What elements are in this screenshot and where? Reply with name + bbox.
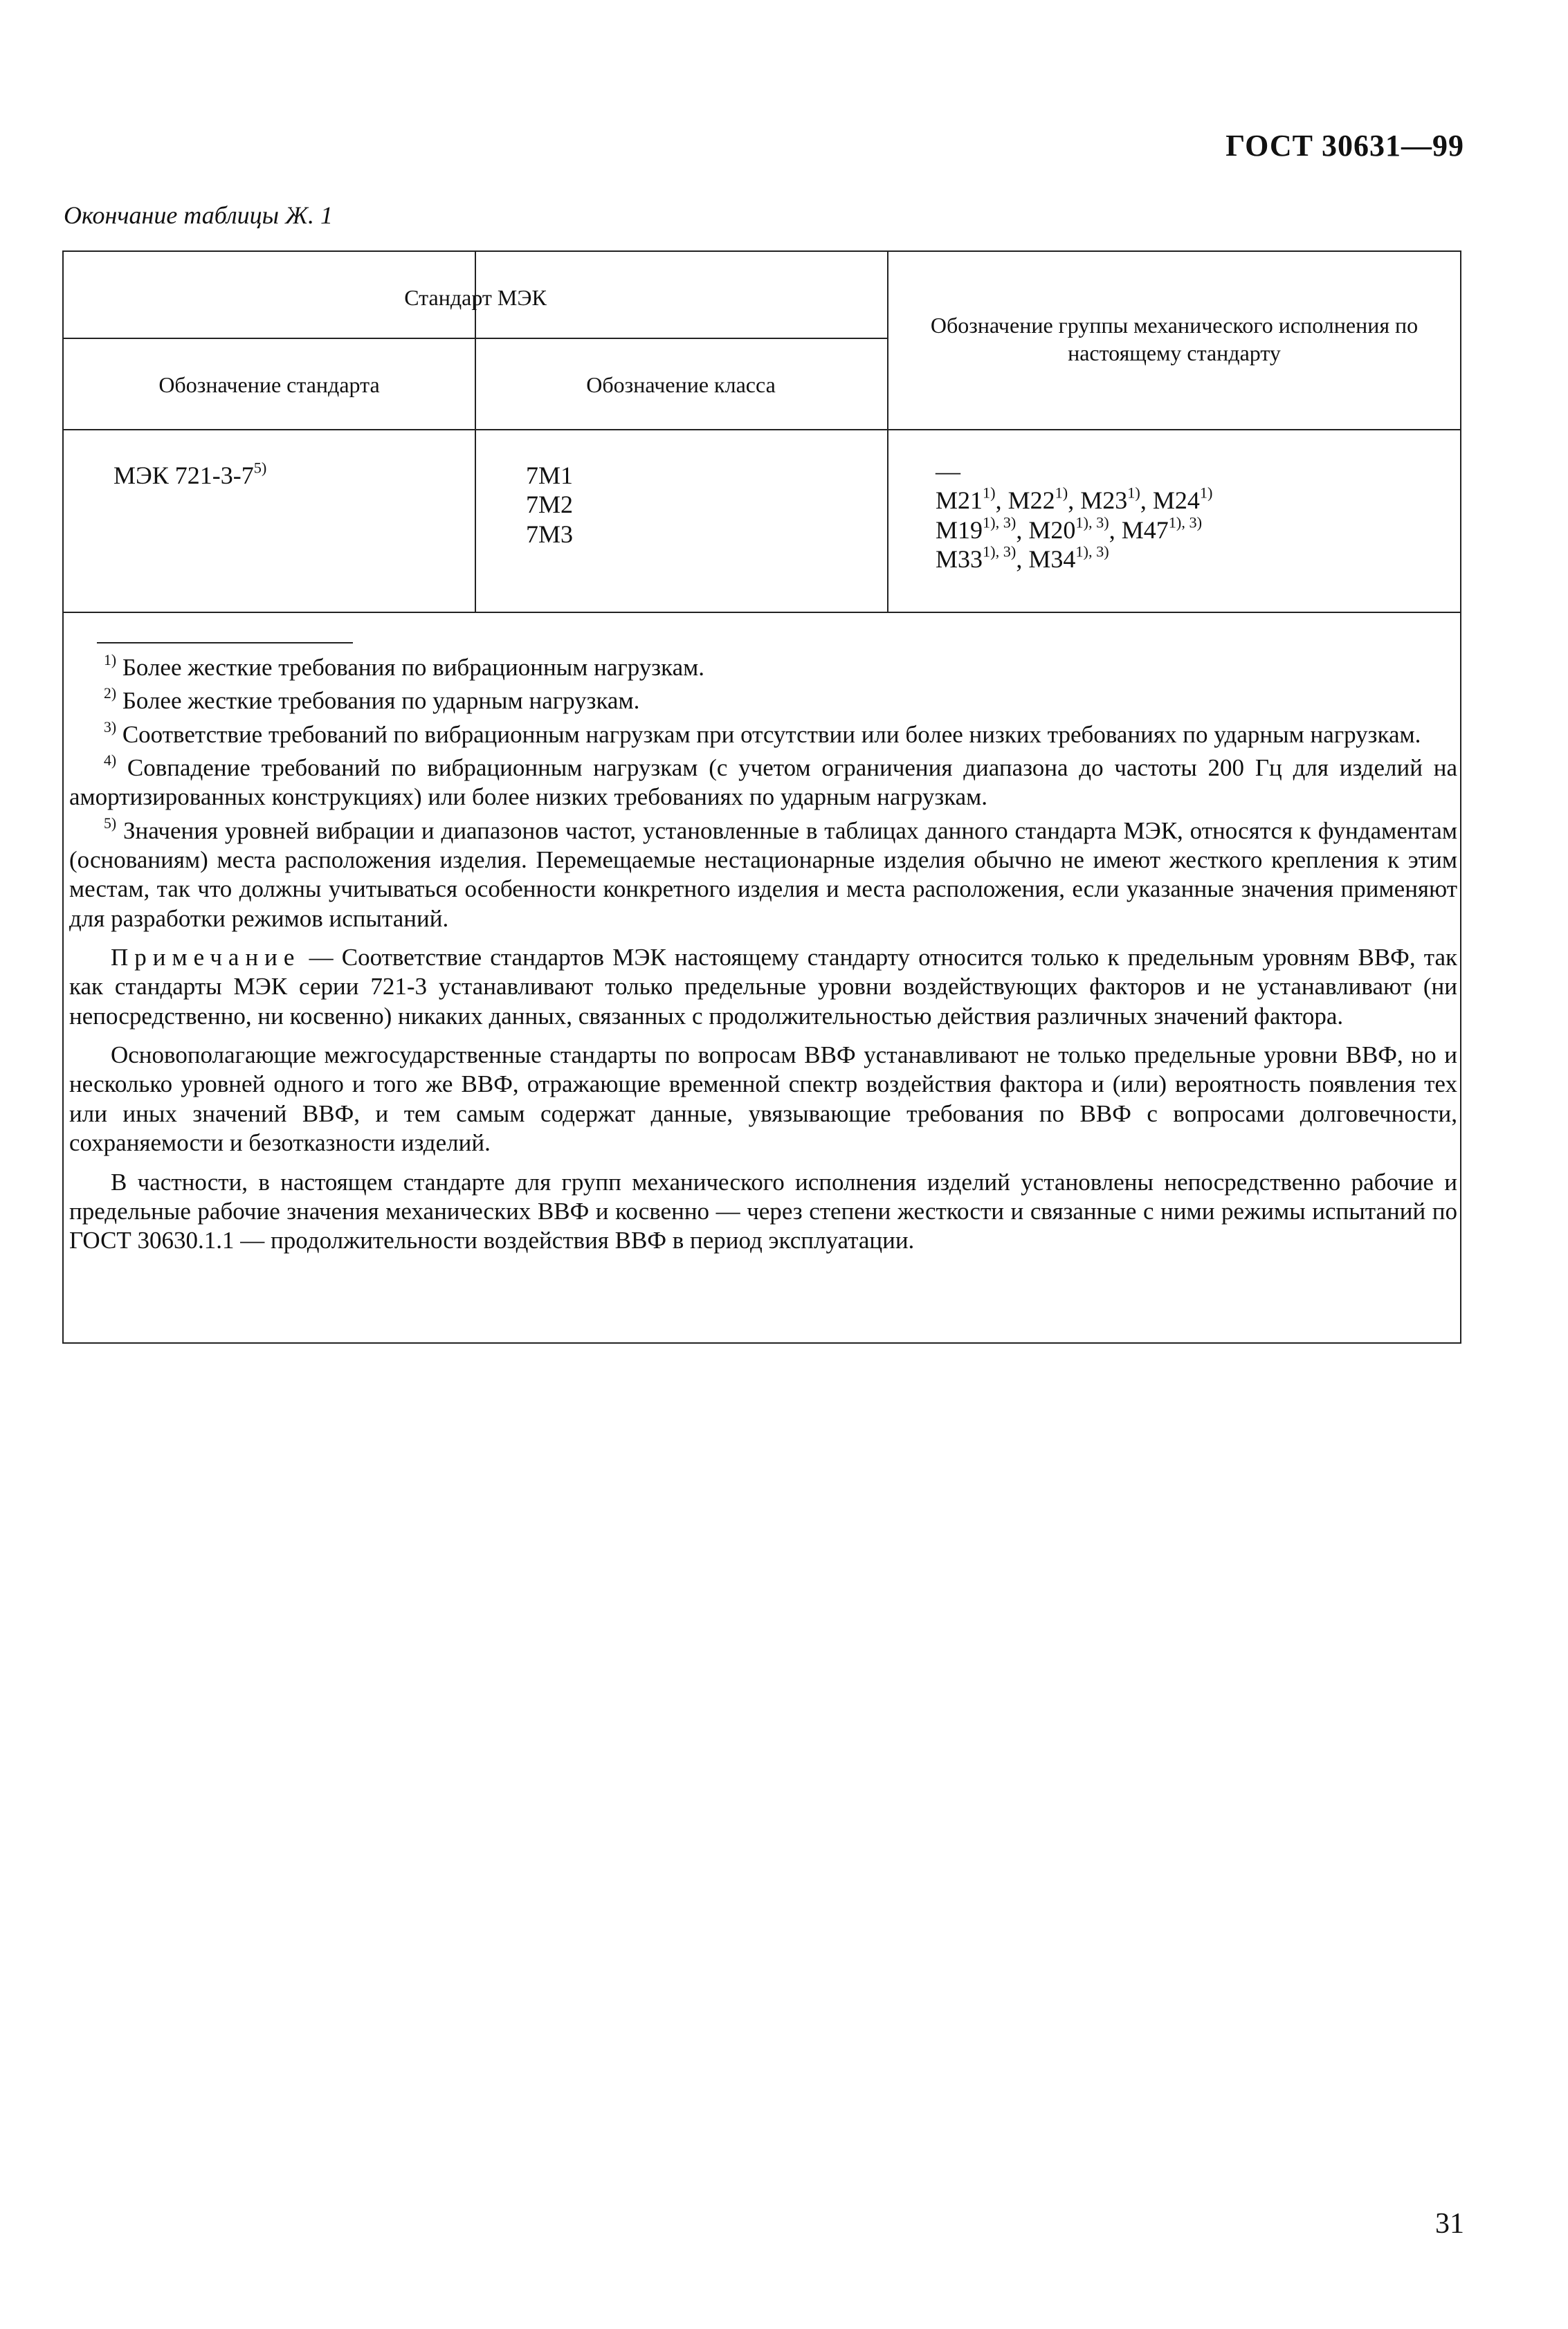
page-number: 31: [1435, 2208, 1464, 2240]
document-code: ГОСТ 30631—99: [1225, 129, 1464, 163]
header-class-designation: Обозначение класса: [586, 372, 776, 397]
footnote-separator: [97, 642, 353, 643]
group-line: $М33^{1), 3)}$, $М34^{1), 3)}$: [936, 542, 1109, 574]
footnote: $^{1)}$ Более жесткие требования по вибрационным нагрузкам.: [104, 651, 705, 681]
notes-section: [69, 642, 1457, 1256]
group-dash: —: [936, 457, 960, 485]
paragraph: Основополагающие межгосударственные стандарты по вопросам ВВФ устанавливают не только предельные уровни ВВФ, но и несколько уровней одного и того же ВВФ, отражающие временной спектр воздействия фактора и (или) вероятность появления тех или иных значений ВВФ, и тем самым содержат данные, увязывающие требования по ВВФ с вопросами долговечности, сохраняемости и безотказности изделий.: [69, 1041, 1457, 1157]
footnote: $^{2)}$ Более жесткие требования по ударным нагрузкам.: [104, 685, 640, 715]
footnote-ref: 5): [253, 459, 267, 477]
footnote: $^{5)}$ Значения уровней вибрации и диапазонов частот, установленные в таблицах данного стандарта МЭК, относятся к фундаментам (основаниям) места расположения изделия. Перемещаемые нестационарные изделия обычно не имеют жесткого крепления к этим местам, так что должны учитываться особенности конкретного изделия и места расположения, если указанные значения применяют для разработки режимов испытаний.: [69, 814, 1457, 932]
class-value: 7M2: [526, 491, 574, 519]
row-standard: [113, 461, 266, 490]
paragraph: В частности, в настоящем стандарте для групп механического исполнения изделий установлены непосредственно рабочие и предельные рабочие значения механических ВВФ и косвенно — через степени жесткости и связанные с ними режимы испытаний по ГОСТ 30630.1.1 — продолжительности воздействия ВВФ в период эксплуатации.: [69, 1168, 1457, 1254]
class-value: 7M3: [526, 520, 574, 548]
standard-value: МЭК 721-3-7: [113, 462, 254, 489]
header-standard-designation: Обозначение стандарта: [158, 372, 380, 397]
row-groups: [936, 457, 1212, 574]
footnote: $^{4)}$ Совпадение требований по вибрационным нагрузкам (с учетом ограничения диапазона до частоты 200 Гц для изделий на амортизированных конструкциях) или более низких требованиях по ударным нагрузкам.: [69, 751, 1457, 811]
note-label: Примечание: [111, 944, 301, 971]
footnote: $^{3)}$ Соответствие требований по вибрационным нагрузкам при отсутствии или более низких требованиях по ударным нагрузкам.: [104, 718, 1421, 748]
class-value: 7M1: [526, 462, 574, 489]
group-line: $М19^{1), 3)}$, $М20^{1), 3)}$, $М47^{1), 3)}$: [936, 513, 1203, 544]
table-rule: [64, 612, 1460, 613]
group-line: М21$^{1)}$, М22$^{1)}$, М23$^{1)}$, М24$^{1)}$: [936, 484, 1213, 515]
header-group-designation: Обозначение группы механического исполнения по настоящему стандарту: [930, 313, 1419, 365]
table-rule: [887, 252, 888, 612]
table-rule: [64, 429, 1460, 430]
row-classes: [526, 461, 573, 549]
header-mek-standard: Стандарт МЭК: [404, 285, 547, 310]
table-rule: [64, 338, 887, 339]
table-caption: Окончание таблицы Ж. 1: [64, 201, 334, 229]
table-note: Примечание — Соответствие стандартов МЭК настоящему стандарту относится только к предельным уровням ВВФ, так как стандарты МЭК серии 721-3 устанавливают только предельные уровни воздействующих факторов и не устанавливают (ни непосредственно, ни косвенно) никаких данных, связанных с продолжительностью действия различных значений фактора.: [69, 944, 1457, 1030]
